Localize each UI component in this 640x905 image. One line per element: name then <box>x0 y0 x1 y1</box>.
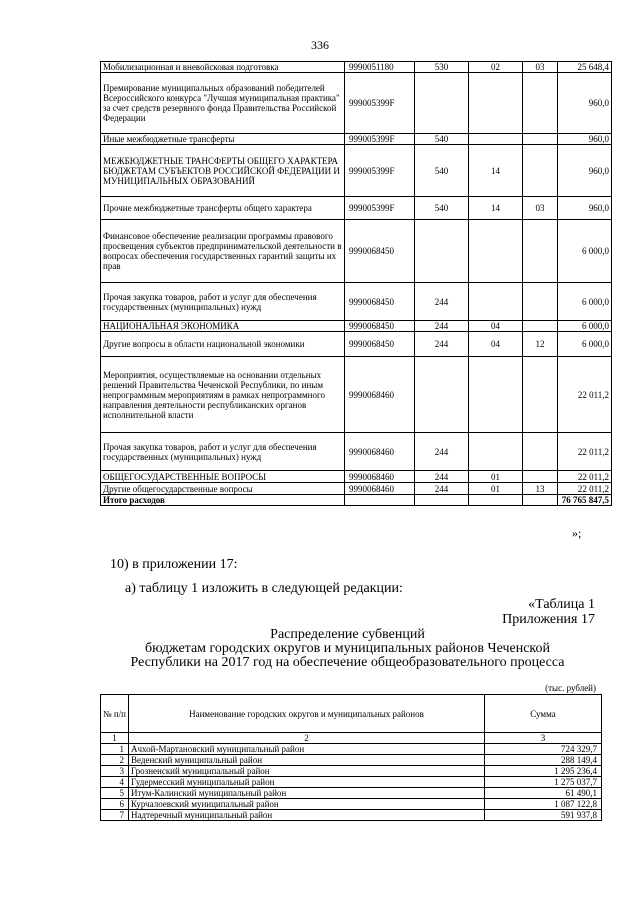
row-num: 4 <box>101 777 129 788</box>
row-vr <box>415 220 469 283</box>
column-number: 3 <box>485 733 602 744</box>
row-pr <box>523 220 558 283</box>
row-sum: 1 295 236,4 <box>485 766 602 777</box>
unit-label: (тыс. рублей) <box>545 683 596 693</box>
table-row <box>101 744 602 755</box>
row-name: Прочие межбюджетные трансферты общего характера <box>101 197 345 220</box>
row-code: 999005399F <box>345 145 415 197</box>
heading-line: бюджетам городских округов и муниципальных районов Чеченской <box>144 641 551 656</box>
row-name: Другие вопросы в области национальной экономики <box>101 332 345 357</box>
row-sum: 22 011,2 <box>558 471 612 483</box>
row-code: 9990068450 <box>345 321 415 332</box>
row-num: 1 <box>101 744 129 755</box>
row-num: 2 <box>101 755 129 766</box>
budget-table <box>100 61 612 506</box>
row-code: 999005399F <box>345 73 415 134</box>
row-pr <box>523 495 558 506</box>
row-vr: 244 <box>415 471 469 483</box>
row-name: НАЦИОНАЛЬНАЯ ЭКОНОМИКА <box>101 321 345 332</box>
row-name: Прочая закупка товаров, работ и услуг для обеспечения государственных (муниципальных) нужд <box>101 283 345 321</box>
table-row <box>101 788 602 799</box>
row-code: 999005399F <box>345 197 415 220</box>
row-vr: 244 <box>415 433 469 471</box>
row-num: 6 <box>101 799 129 810</box>
table-row <box>101 321 612 332</box>
row-rz: 04 <box>469 332 523 357</box>
budget-table-body <box>101 62 612 506</box>
row-name: Премирование муниципальных образований победителей Всероссийского конкурса "Лучшая муниципальная практика" за счет средств резервного фонда Правительства Российской Федерации <box>101 73 345 134</box>
row-name: Грозненский муниципальный район <box>129 766 485 777</box>
subsidy-table <box>100 694 602 821</box>
table-row <box>101 766 602 777</box>
subsidy-column-numbers-row <box>101 733 602 744</box>
row-sum: 1 087 122,8 <box>485 799 602 810</box>
column-number: 2 <box>129 733 485 744</box>
row-sum: 960,0 <box>558 197 612 220</box>
row-name: Мероприятия, осуществляемые на основании отдельных решений Правительства Чеченской Республики, по иным непрограммным мероприятиям в рамках непрограммного направления деятельности республиканских органов исполнительной власти <box>101 357 345 433</box>
row-sum: 288 149,4 <box>485 755 602 766</box>
row-code: 9990068460 <box>345 433 415 471</box>
row-sum: 61 490,1 <box>485 788 602 799</box>
row-sum: 6 000,0 <box>558 321 612 332</box>
row-rz <box>469 357 523 433</box>
subsidy-header-row <box>101 695 602 733</box>
item-10-text: 10) в приложении 17: <box>110 557 238 572</box>
row-sum: 591 937,8 <box>485 810 602 821</box>
row-rz <box>469 433 523 471</box>
table-row <box>101 197 612 220</box>
section-heading <box>60 628 635 670</box>
table-row <box>101 495 612 506</box>
row-pr: 12 <box>523 332 558 357</box>
table-row <box>101 145 612 197</box>
table-row <box>101 332 612 357</box>
row-rz <box>469 134 523 145</box>
row-sum: 960,0 <box>558 73 612 134</box>
row-pr <box>523 433 558 471</box>
header-sum: Сумма <box>485 695 602 733</box>
closing-quote: »; <box>572 526 582 540</box>
row-name: Иные межбюджетные трансферты <box>101 134 345 145</box>
table-row <box>101 134 612 145</box>
row-vr: 244 <box>415 332 469 357</box>
row-sum: 6 000,0 <box>558 332 612 357</box>
page-number: 336 <box>311 38 329 52</box>
appendix-ref-line: Приложения 17 <box>502 612 595 627</box>
table-row <box>101 755 602 766</box>
row-pr <box>523 134 558 145</box>
row-vr <box>415 73 469 134</box>
row-name: Финансовое обеспечение реализации программы правового просвещения субъектов предпринимательской деятельности в вопросах обеспечения государственных гарантий защиты их прав <box>101 220 345 283</box>
row-name: Мобилизационная и вневойсковая подготовка <box>101 62 345 73</box>
row-name: Итого расходов <box>101 495 345 506</box>
row-rz <box>469 495 523 506</box>
table-row <box>101 73 612 134</box>
row-pr <box>523 283 558 321</box>
row-rz: 01 <box>469 471 523 483</box>
row-sum: 960,0 <box>558 134 612 145</box>
row-code: 9990068460 <box>345 483 415 495</box>
row-rz: 01 <box>469 483 523 495</box>
subsidy-table-body <box>101 744 602 821</box>
heading-line: Республики на 2017 год на обеспечение общеобразовательного процесса <box>130 655 565 670</box>
table-row <box>101 62 612 73</box>
table-ref-line: «Таблица 1 <box>528 597 595 612</box>
row-vr <box>415 357 469 433</box>
row-vr: 540 <box>415 145 469 197</box>
header-num: № п/п <box>101 695 129 733</box>
table-row <box>101 810 602 821</box>
row-num: 3 <box>101 766 129 777</box>
row-vr: 244 <box>415 283 469 321</box>
row-code <box>345 495 415 506</box>
row-sum: 25 648,4 <box>558 62 612 73</box>
table-row <box>101 799 602 810</box>
row-code: 9990068450 <box>345 220 415 283</box>
row-vr: 540 <box>415 197 469 220</box>
row-vr <box>415 495 469 506</box>
row-pr <box>523 357 558 433</box>
row-code: 9990051180 <box>345 62 415 73</box>
table-row <box>101 283 612 321</box>
row-rz <box>469 220 523 283</box>
row-rz: 14 <box>469 197 523 220</box>
table-reference <box>502 597 595 627</box>
row-sum: 22 011,2 <box>558 433 612 471</box>
row-num: 5 <box>101 788 129 799</box>
row-pr <box>523 321 558 332</box>
row-vr: 540 <box>415 134 469 145</box>
row-sum: 960,0 <box>558 145 612 197</box>
row-sum: 22 011,2 <box>558 483 612 495</box>
row-sum: 1 275 037,7 <box>485 777 602 788</box>
table-row <box>101 483 612 495</box>
table-row <box>101 357 612 433</box>
row-pr: 13 <box>523 483 558 495</box>
row-name: Другие общегосударственные вопросы <box>101 483 345 495</box>
row-vr: 244 <box>415 321 469 332</box>
row-rz <box>469 73 523 134</box>
row-rz: 14 <box>469 145 523 197</box>
row-pr: 03 <box>523 197 558 220</box>
row-rz: 04 <box>469 321 523 332</box>
row-name: МЕЖБЮДЖЕТНЫЕ ТРАНСФЕРТЫ ОБЩЕГО ХАРАКТЕРА БЮДЖЕТАМ СУБЪЕКТОВ РОССИЙСКОЙ ФЕДЕРАЦИИ И МУНИЦИПАЛЬНЫХ ОБРАЗОВАНИЙ <box>101 145 345 197</box>
row-name: Надтеречный муниципальный район <box>129 810 485 821</box>
row-pr <box>523 471 558 483</box>
row-sum: 6 000,0 <box>558 220 612 283</box>
row-name: Курчалоевский муниципальный район <box>129 799 485 810</box>
heading-line: Распределение субвенций <box>270 627 425 642</box>
table-row <box>101 777 602 788</box>
row-code: 999005399F <box>345 134 415 145</box>
row-pr: 03 <box>523 62 558 73</box>
table-row <box>101 220 612 283</box>
row-name: ОБЩЕГОСУДАРСТВЕННЫЕ ВОПРОСЫ <box>101 471 345 483</box>
item-a-text: а) таблицу 1 изложить в следующей редакции: <box>125 581 403 596</box>
row-pr <box>523 73 558 134</box>
row-pr <box>523 145 558 197</box>
row-sum: 22 011,2 <box>558 357 612 433</box>
header-name: Наименование городских округов и муниципальных районов <box>129 695 485 733</box>
row-sum: 6 000,0 <box>558 283 612 321</box>
row-vr: 530 <box>415 62 469 73</box>
row-code: 9990068460 <box>345 471 415 483</box>
row-vr: 244 <box>415 483 469 495</box>
row-name: Прочая закупка товаров, работ и услуг для обеспечения государственных (муниципальных) нужд <box>101 433 345 471</box>
row-name: Итум-Калинский муниципальный район <box>129 788 485 799</box>
row-sum: 76 765 847,5 <box>558 495 612 506</box>
row-name: Веденский муниципальный район <box>129 755 485 766</box>
row-name: Гудермесский муниципальный район <box>129 777 485 788</box>
row-code: 9990068450 <box>345 283 415 321</box>
row-code: 9990068460 <box>345 357 415 433</box>
row-rz <box>469 283 523 321</box>
table-row <box>101 471 612 483</box>
row-sum: 724 329,7 <box>485 744 602 755</box>
row-name: Ачхой-Мартановский муниципальный район <box>129 744 485 755</box>
row-rz: 02 <box>469 62 523 73</box>
row-num: 7 <box>101 810 129 821</box>
column-number: 1 <box>101 733 129 744</box>
row-code: 9990068450 <box>345 332 415 357</box>
table-row <box>101 433 612 471</box>
